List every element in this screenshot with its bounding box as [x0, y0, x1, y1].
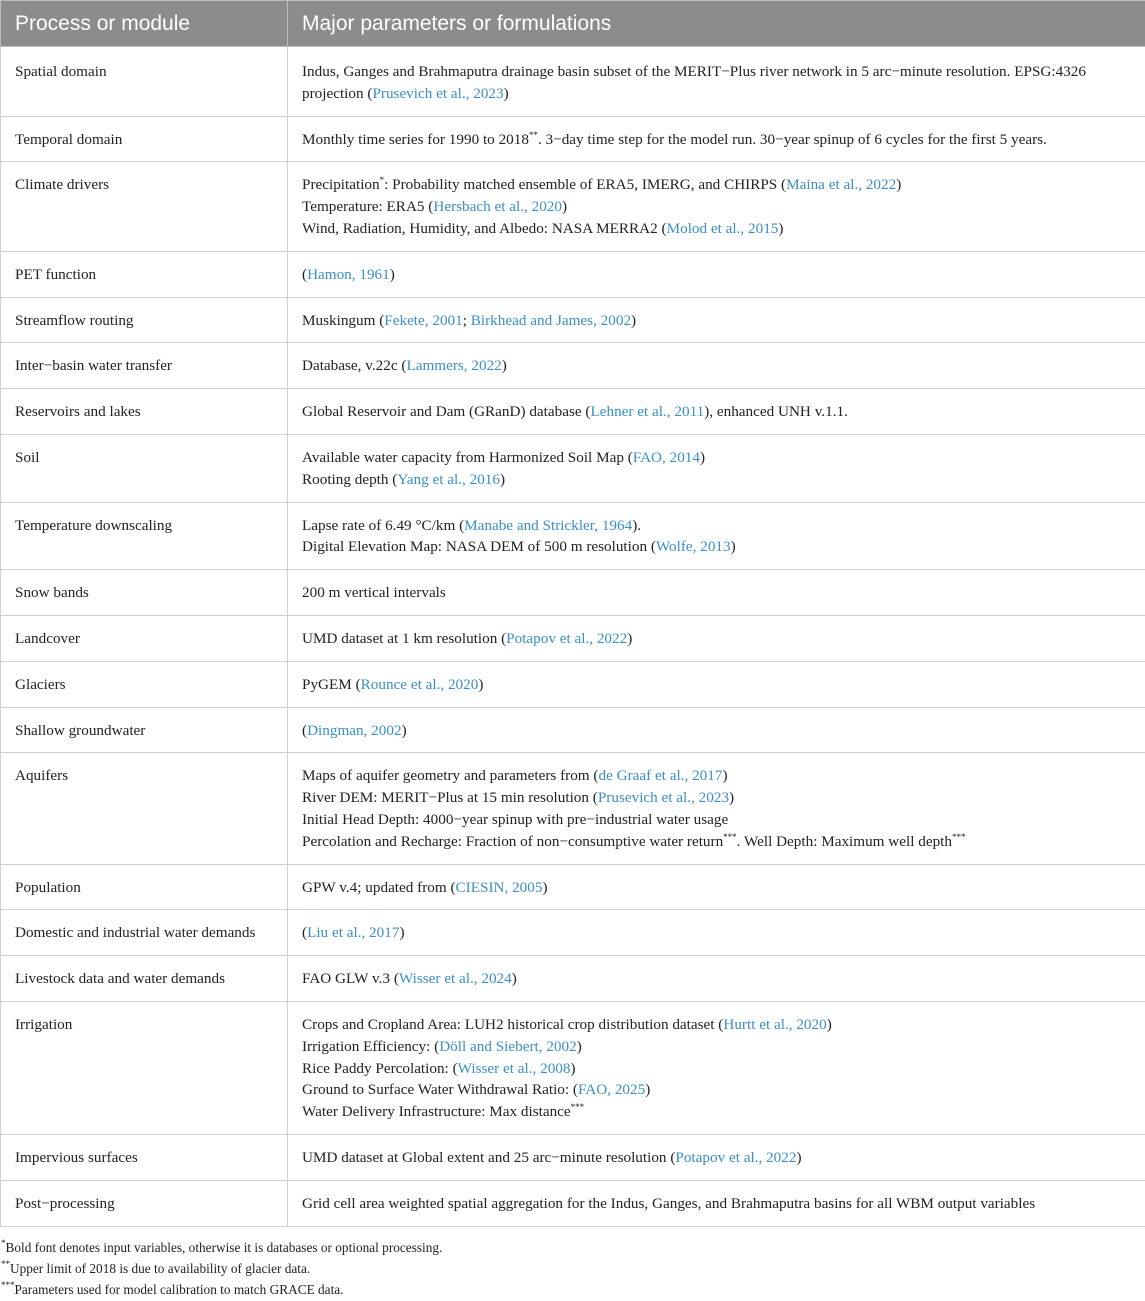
parameter-text: ) [571, 1060, 576, 1077]
process-cell: Landcover [1, 615, 288, 661]
parameter-line [302, 877, 1131, 899]
parameter-text: ) [390, 266, 395, 283]
parameters-cell [288, 297, 1145, 343]
parameter-line [302, 1058, 1131, 1080]
parameters-cell [288, 389, 1145, 435]
parameter-text: Crops and Cropland Area: LUH2 historical crop distribution dataset ( [302, 1016, 723, 1033]
parameters-cell [288, 502, 1145, 570]
parameters-cell [288, 251, 1145, 297]
citation-link[interactable]: Prusevich et al., 2023 [598, 789, 729, 806]
citation-link[interactable]: Fekete, 2001 [384, 312, 462, 329]
process-cell: Temperature downscaling [1, 502, 288, 570]
citation-link[interactable]: Wolfe, 2013 [656, 538, 731, 555]
footnote [1, 1258, 1145, 1279]
parameters-cell [288, 864, 1145, 910]
footnote-text: Upper limit of 2018 is due to availability of glacier data. [10, 1261, 310, 1276]
process-cell: Glaciers [1, 661, 288, 707]
parameter-text: ) [729, 789, 734, 806]
parameter-line [302, 218, 1131, 240]
citation-link[interactable]: Liu et al., 2017 [307, 924, 399, 941]
parameter-text: ) [631, 312, 636, 329]
parameter-text: Indus, Ganges and Brahmaputra drainage basin subset of the MERIT−Plus river network in 5 arc−minute resolution. EPSG:4326 [302, 63, 1086, 80]
parameter-line [302, 582, 1131, 604]
parameter-line [302, 831, 1131, 853]
process-cell: Domestic and industrial water demands [1, 910, 288, 956]
citation-link[interactable]: Molod et al., 2015 [667, 220, 779, 237]
parameter-text: ) [500, 471, 505, 488]
parameter-text: Water Delivery Infrastructure: Max distance [302, 1103, 571, 1120]
citation-link[interactable]: Potapov et al., 2022 [675, 1149, 796, 1166]
parameter-text: ) [627, 630, 632, 647]
parameter-text: Wind, Radiation, Humidity, and Albedo: NASA MERRA2 ( [302, 220, 667, 237]
parameter-line [302, 355, 1131, 377]
parameter-line [302, 1036, 1131, 1058]
parameters-cell [288, 615, 1145, 661]
table-row [1, 661, 1145, 707]
parameter-line [302, 515, 1131, 537]
parameter-line [302, 196, 1131, 218]
citation-link[interactable]: Maina et al., 2022 [786, 176, 896, 193]
table-header [1, 1, 1145, 47]
parameter-line [302, 1193, 1131, 1215]
footnotes [0, 1227, 1145, 1301]
footnote-mark: *** [1, 1280, 15, 1290]
footnote [1, 1279, 1145, 1300]
parameter-line [302, 720, 1131, 742]
table-row [1, 502, 1145, 570]
process-cell: Spatial domain [1, 47, 288, 117]
parameter-line [302, 174, 1131, 196]
parameter-line [302, 129, 1131, 151]
footnote-mark: ** [1, 1259, 10, 1269]
footnote-mark: * [1, 1238, 6, 1248]
parameters-cell [288, 47, 1145, 117]
parameter-line [302, 1101, 1131, 1123]
footnote [1, 1237, 1145, 1258]
parameters-cell [288, 707, 1145, 753]
parameters-cell [288, 753, 1145, 864]
parameter-text: ) [542, 879, 547, 896]
parameter-text: Grid cell area weighted spatial aggregation for the Indus, Ganges, and Brahmaputra basins for all WBM output variables [302, 1195, 1035, 1212]
parameter-text: Ground to Surface Water Withdrawal Ratio: ( [302, 1081, 578, 1098]
parameter-text: ) [399, 924, 404, 941]
parameter-text: ) [700, 449, 705, 466]
parameters-cell [288, 570, 1145, 616]
parameter-text: UMD dataset at 1 km resolution ( [302, 630, 506, 647]
citation-link[interactable]: Potapov et al., 2022 [506, 630, 627, 647]
parameter-text: ) [722, 767, 727, 784]
process-cell: Streamflow routing [1, 297, 288, 343]
citation-link[interactable]: Manabe and Strickler, 1964 [464, 517, 632, 534]
parameter-text: ( [302, 924, 307, 941]
parameter-text: ) [562, 198, 567, 215]
parameter-line [302, 968, 1131, 990]
parameter-text: projection ( [302, 85, 372, 102]
header-row [1, 1, 1145, 47]
table-row [1, 1134, 1145, 1180]
parameter-text: Irrigation Efficiency: ( [302, 1038, 439, 1055]
footnote-marker: ** [529, 130, 538, 140]
table-row [1, 910, 1145, 956]
parameter-text: River DEM: MERIT−Plus at 15 min resolution ( [302, 789, 598, 806]
parameter-line [302, 61, 1131, 83]
process-cell: Livestock data and water demands [1, 956, 288, 1002]
process-cell: Irrigation [1, 1001, 288, 1134]
process-cell: Inter−basin water transfer [1, 343, 288, 389]
parameter-text: ( [302, 266, 307, 283]
table-row [1, 956, 1145, 1002]
citation-link[interactable]: de Graaf et al., 2017 [598, 767, 722, 784]
parameter-text: ) [645, 1081, 650, 1098]
footnote-marker: * [380, 175, 385, 185]
parameter-text: Digital Elevation Map: NASA DEM of 500 m resolution ( [302, 538, 656, 555]
parameter-text: ) [577, 1038, 582, 1055]
parameters-cell [288, 661, 1145, 707]
process-cell: Post−processing [1, 1180, 288, 1226]
parameters-cell [288, 343, 1145, 389]
header-parameters: Major parameters or formulations [288, 1, 1145, 47]
table-row [1, 389, 1145, 435]
parameter-text: ) [731, 538, 736, 555]
parameters-cell [288, 1134, 1145, 1180]
parameter-text: Percolation and Recharge: Fraction of non−consumptive water return [302, 833, 723, 850]
parameter-text: Lapse rate of 6.49 °C/km ( [302, 517, 464, 534]
process-cell: PET function [1, 251, 288, 297]
process-cell: Soil [1, 434, 288, 502]
parameter-text: GPW v.4; updated from ( [302, 879, 456, 896]
citation-link[interactable]: CIESIN, 2005 [456, 879, 543, 896]
footnote-marker: *** [952, 832, 966, 842]
parameter-text: ) [796, 1149, 801, 1166]
parameter-text: Initial Head Depth: 4000−year spinup with pre−industrial water usage [302, 811, 728, 828]
parameter-line [302, 83, 1131, 105]
citation-link[interactable]: Yang et al., 2016 [397, 471, 500, 488]
parameter-text: Global Reservoir and Dam (GRanD) database ( [302, 403, 590, 420]
citation-link[interactable]: Hersbach et al., 2020 [433, 198, 562, 215]
parameter-text: Database, v.22c ( [302, 357, 406, 374]
parameter-text: ) [502, 357, 507, 374]
table-row [1, 707, 1145, 753]
citation-link[interactable]: FAO, 2014 [633, 449, 700, 466]
parameter-text: UMD dataset at Global extent and 25 arc−minute resolution ( [302, 1149, 675, 1166]
parameter-line [302, 1014, 1131, 1036]
process-cell: Population [1, 864, 288, 910]
parameter-line [302, 765, 1131, 787]
parameter-line [302, 922, 1131, 944]
parameters-cell [288, 434, 1145, 502]
parameter-line [302, 469, 1131, 491]
footnote-marker: *** [571, 1102, 585, 1112]
table-row [1, 434, 1145, 502]
parameters-cell [288, 1001, 1145, 1134]
parameter-text: Available water capacity from Harmonized Soil Map ( [302, 449, 633, 466]
parameter-text: Muskingum ( [302, 312, 384, 329]
process-cell: Snow bands [1, 570, 288, 616]
parameter-line [302, 536, 1131, 558]
citation-link[interactable]: Wisser et al., 2008 [458, 1060, 571, 1077]
parameter-line [302, 1147, 1131, 1169]
parameter-text: ) [402, 722, 407, 739]
table-row [1, 1001, 1145, 1134]
table-row [1, 116, 1145, 162]
parameter-line [302, 264, 1131, 286]
parameters-cell [288, 910, 1145, 956]
parameter-text: ) [512, 970, 517, 987]
parameter-text: ; [463, 312, 471, 329]
parameters-cell [288, 956, 1145, 1002]
parameter-text: Monthly time series for 1990 to 2018 [302, 131, 529, 148]
process-cell: Aquifers [1, 753, 288, 864]
parameter-text: 200 m vertical intervals [302, 584, 446, 601]
table-row [1, 297, 1145, 343]
parameter-text: Temperature: ERA5 ( [302, 198, 433, 215]
parameter-text: ) [778, 220, 783, 237]
citation-link[interactable]: Rounce et al., 2020 [361, 676, 479, 693]
citation-link[interactable]: Hurtt et al., 2020 [723, 1016, 826, 1033]
table-row [1, 1180, 1145, 1226]
process-cell: Impervious surfaces [1, 1134, 288, 1180]
table-body [1, 47, 1145, 1227]
parameters-cell [288, 116, 1145, 162]
process-cell: Shallow groundwater [1, 707, 288, 753]
citation-link[interactable]: Dingman, 2002 [307, 722, 402, 739]
parameter-text: ) [478, 676, 483, 693]
parameter-text: ) [504, 85, 509, 102]
process-cell: Climate drivers [1, 162, 288, 251]
table-row [1, 162, 1145, 251]
table-row [1, 615, 1145, 661]
citation-link[interactable]: Hamon, 1961 [307, 266, 390, 283]
parameter-line [302, 1079, 1131, 1101]
table-row [1, 753, 1145, 864]
citation-link[interactable]: Lehner et al., 2011 [590, 403, 704, 420]
process-cell: Temporal domain [1, 116, 288, 162]
parameter-text: . Well Depth: Maximum well depth [737, 833, 952, 850]
parameter-text: Rice Paddy Percolation: ( [302, 1060, 458, 1077]
table-row [1, 251, 1145, 297]
parameter-text: ). [632, 517, 641, 534]
parameter-text: PyGEM ( [302, 676, 361, 693]
parameter-text: FAO GLW v.3 ( [302, 970, 399, 987]
process-cell: Reservoirs and lakes [1, 389, 288, 435]
parameter-line [302, 674, 1131, 696]
table-row [1, 343, 1145, 389]
parameter-text: Maps of aquifer geometry and parameters from ( [302, 767, 598, 784]
parameter-text: ) [896, 176, 901, 193]
parameter-text: ) [827, 1016, 832, 1033]
parameters-cell [288, 162, 1145, 251]
footnote-text: Parameters used for model calibration to match GRACE data. [15, 1282, 344, 1297]
parameter-text: Precipitation [302, 176, 380, 193]
citation-link[interactable]: Döll and Siebert, 2002 [439, 1038, 577, 1055]
parameter-line [302, 310, 1131, 332]
table-row [1, 864, 1145, 910]
footnote-text: Bold font denotes input variables, otherwise it is databases or optional processing. [6, 1240, 443, 1255]
parameter-line [302, 447, 1131, 469]
table-row [1, 570, 1145, 616]
parameter-text: : Probability matched ensemble of ERA5, IMERG, and CHIRPS ( [384, 176, 786, 193]
citation-link[interactable]: FAO, 2025 [578, 1081, 645, 1098]
citation-link[interactable]: Prusevich et al., 2023 [372, 85, 503, 102]
citation-link[interactable]: Wisser et al., 2024 [399, 970, 512, 987]
parameter-line [302, 809, 1131, 831]
parameters-cell [288, 1180, 1145, 1226]
parameter-text: . 3−day time step for the model run. 30−year spinup of 6 cycles for the first 5 years. [538, 131, 1047, 148]
parameter-text: Rooting depth ( [302, 471, 397, 488]
footnote-marker: *** [723, 832, 737, 842]
parameter-line [302, 787, 1131, 809]
citation-link[interactable]: Birkhead and James, 2002 [471, 312, 631, 329]
parameter-text: ( [302, 722, 307, 739]
header-process: Process or module [1, 1, 288, 47]
parameter-line [302, 401, 1131, 423]
table-row [1, 47, 1145, 117]
parameter-text: ), enhanced UNH v.1.1. [704, 403, 848, 420]
parameter-line [302, 628, 1131, 650]
citation-link[interactable]: Lammers, 2022 [406, 357, 501, 374]
